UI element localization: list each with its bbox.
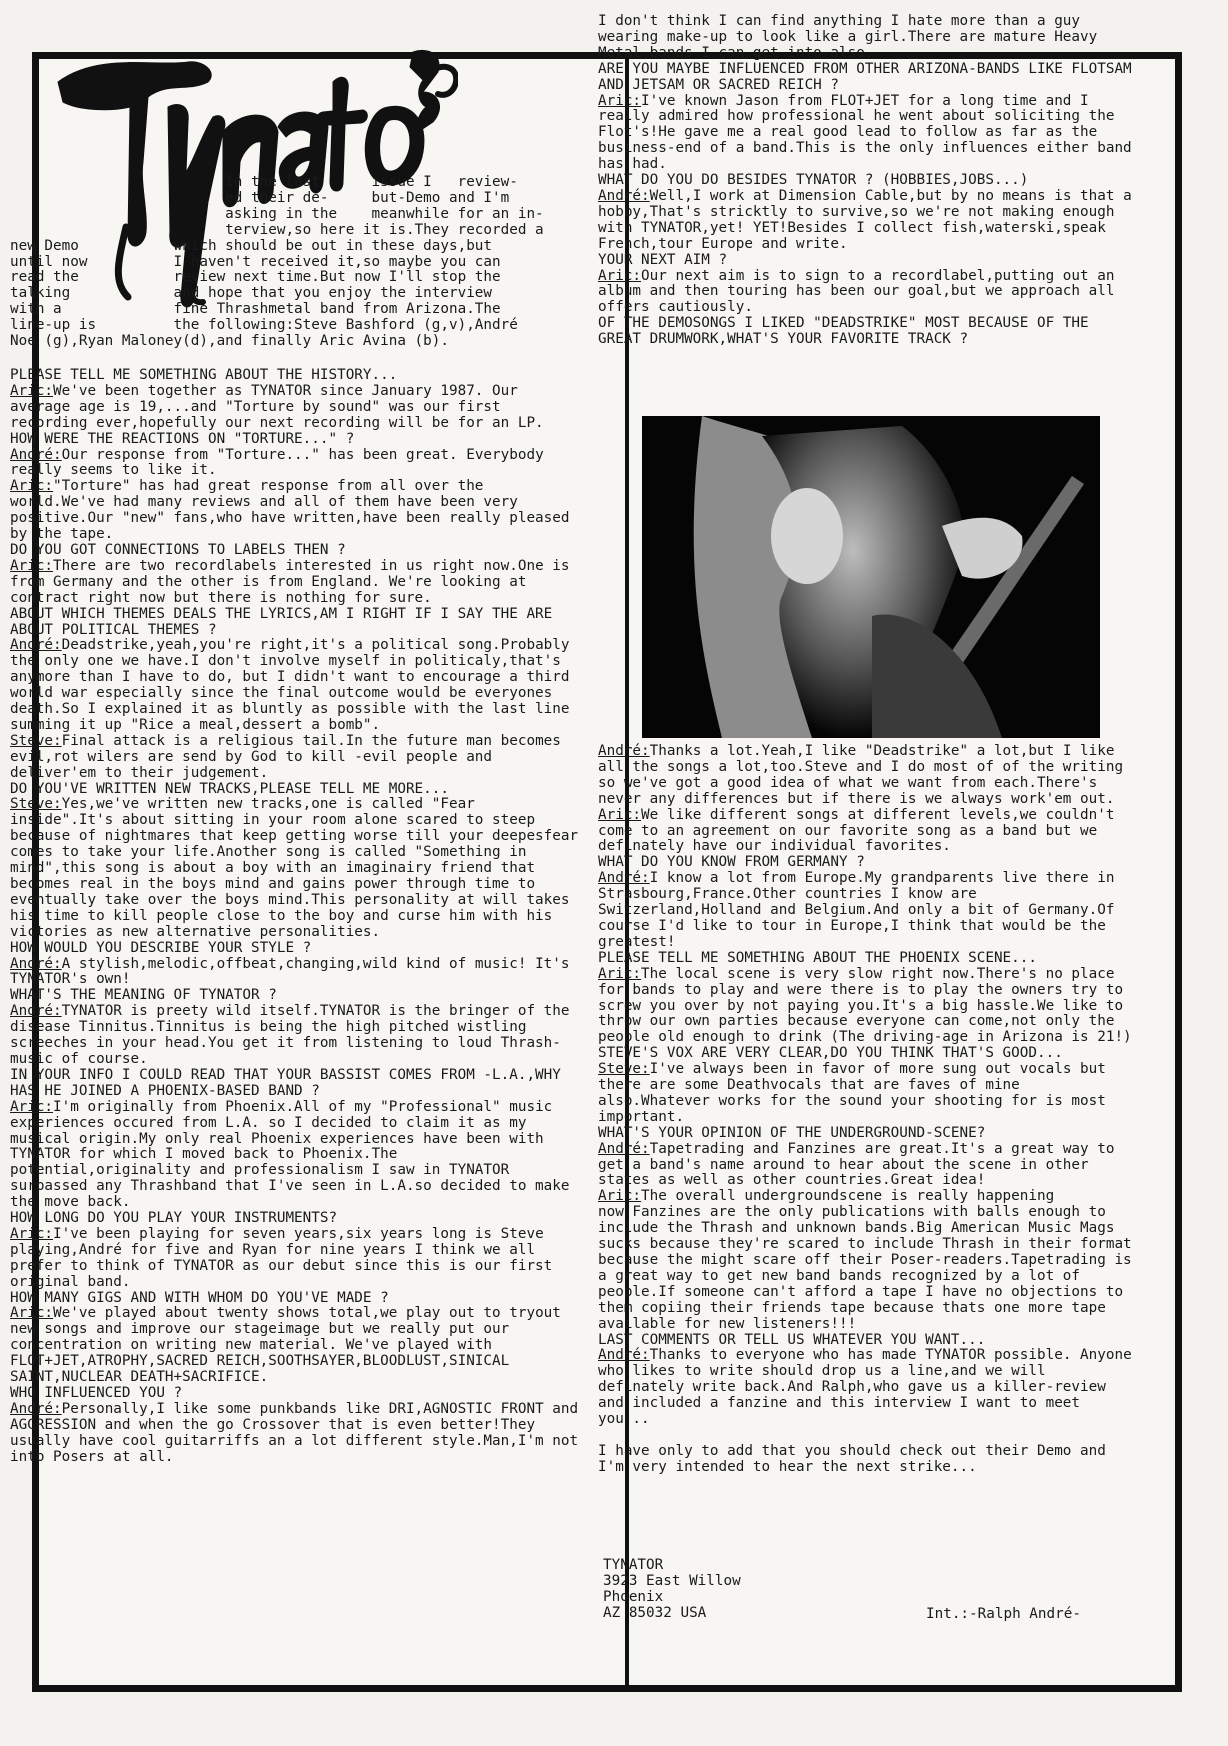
- speaker-name: Aric:: [10, 1098, 54, 1115]
- speaker-name: Aric:: [10, 382, 54, 399]
- interview-question: PLEASE TELL ME SOMETHING ABOUT THE PHOENIX SCENE...: [598, 949, 1037, 966]
- interview-answer: [598, 269, 1138, 317]
- answer-text: I've known Jason from FLOT+JET for a long time and I really admired how professional he went about soliciting the Flot's!He gave me a real good lead to follow as far as the business-end of a band.This is the only influences either band has had.: [598, 92, 1132, 173]
- interview-answer: [598, 1348, 1138, 1428]
- intro-line: line-up is the following:Steve Bashford (g,v),André: [10, 317, 518, 334]
- address-line: AZ 85032 USA: [603, 1604, 707, 1621]
- interview-answer: [10, 1227, 582, 1291]
- answer-text: "Torture" has had great response from all over the world.We've had many reviews and all of them have been very positive.Our "new" fans,who have written,have been really pleased by the tape.: [10, 478, 570, 543]
- interview-question: IN YOUR INFO I COULD READ THAT YOUR BASSIST COMES FROM -L.A.,WHY HAS HE JOINED A PHOENIX-BASED BAND ?: [10, 1066, 561, 1099]
- interview-question: STEVE'S VOX ARE VERY CLEAR,DO YOU THINK THAT'S GOOD...: [598, 1045, 1063, 1062]
- interview-question: WHO INFLUENCED YOU ?: [10, 1385, 183, 1401]
- speaker-name: Aric:: [10, 1225, 54, 1242]
- intro-line: until now I haven't received it,so maybe you can: [10, 253, 501, 270]
- answer-text: We've been together as TYNATOR since January 1987. Our average age is 19,...and "Torture by sound" was our first recording ever,hopefully our next recording will be for an LP.: [10, 382, 544, 431]
- interview-answer: [598, 967, 1138, 1047]
- speaker-name: Steve:: [598, 1061, 650, 1078]
- answer-text: We've played about twenty shows total,we play out to tryout new songs and improve our stageimage but we really put our concentration on writing new material. We've played with FLOT+JET,ATROPHY,SACRED REICH,SOOTHSAYER,BLOODLUST,SINICAL SAINT,NUCLEAR DEATH+SACRIFICE.: [10, 1305, 561, 1386]
- interview-question: PLEASE TELL ME SOMETHING ABOUT THE HISTORY...: [10, 367, 398, 383]
- speaker-name: Aric:: [10, 478, 54, 495]
- speaker-name: Aric:: [598, 806, 642, 823]
- interview-answer: [598, 14, 1138, 62]
- address-line: 3923 East Willow: [603, 1572, 741, 1589]
- interview-answer: [10, 734, 582, 782]
- interview-question: HOW WERE THE REACTIONS ON "TORTURE..." ?: [10, 430, 355, 447]
- answer-text: There are two recordlabels interested in us right now.One is from Germany and the other is from England. We're looking at contract right now but there is nothing for sure.: [10, 557, 570, 606]
- speaker-name: Steve:: [10, 732, 62, 749]
- answer-text: Well,I work at Dimension Cable,but by no means is that a hobby,That's stricktly to survive,so we're not making enough with TYNATOR,yet! YET!Besides I collect fish,waterski,speak French,tour Europe and write.: [598, 187, 1132, 252]
- interview-answer: [10, 957, 582, 989]
- interview-question: LAST COMMENTS OR TELL US WHATEVER YOU WANT...: [598, 1331, 986, 1348]
- interview-question: ABOUT WHICH THEMES DEALS THE LYRICS,AM I RIGHT IF I SAY THE ARE ABOUT POLITICAL THEMES ?: [10, 605, 553, 638]
- closing-remark: I have only to add that you should check out their Demo and I'm very intended to hear the next strike...: [598, 1442, 1106, 1475]
- speaker-name: Steve:: [10, 796, 62, 813]
- interview-question: WHAT'S THE MEANING OF TYNATOR ?: [10, 987, 277, 1004]
- speaker-name: André:: [10, 637, 62, 654]
- speaker-name: André:: [10, 446, 62, 463]
- speaker-name: Aric:: [598, 965, 642, 982]
- speaker-name: André:: [10, 1400, 62, 1417]
- interview-question: YOUR NEXT AIM ?: [598, 251, 728, 268]
- interview-answer: [10, 1306, 582, 1386]
- interview-question: DO YOU GOT CONNECTIONS TO LABELS THEN ?: [10, 541, 346, 558]
- left-column-interview: [10, 368, 582, 1466]
- interview-question: WHAT DO YOU DO BESIDES TYNATOR ? (HOBBIES,JOBS...): [598, 172, 1029, 189]
- interview-question: HOW MANY GIGS AND WITH WHOM DO YOU'VE MADE ?: [10, 1289, 389, 1306]
- speaker-name: Aric:: [598, 1188, 642, 1205]
- answer-text: Our response from "Torture..." has been great. Everybody really seems to like it.: [10, 446, 544, 479]
- intro-line: Noe (g),Ryan Maloney(d),and finally Aric Avina (b).: [10, 333, 449, 350]
- interview-question: WHAT DO YOU KNOW FROM GERMANY ?: [598, 854, 865, 871]
- answer-text: The local scene is very slow right now.There's no place for bands to play and were there is to play the owners try to screw you over by not paying you.It's a big hassle.We like to throw our own parties because everyone can come,not only the people old enough to drink (The driving-age in Arizona is 21!): [598, 965, 1132, 1046]
- interview-answer: [10, 797, 582, 940]
- intro-line: talking and hope that you enjoy the interview: [10, 285, 493, 302]
- interview-answer: [10, 384, 582, 432]
- speaker-name: Aric:: [598, 267, 642, 284]
- right-column-interview-top: [598, 14, 1138, 348]
- interview-answer: [598, 871, 1138, 951]
- interviewer-credit: Int.:-Ralph André-: [926, 1606, 1081, 1622]
- interview-answer: [10, 1402, 582, 1466]
- answer-text: I'm originally from Phoenix.All of my "Professional" music experiences occured from L.A. so I decided to claim it as my musical origin.My only real Phoenix experiences have been with TYNATOR for which I moved back to Phoenix.The potential,originality and professionalism I saw in TYNATOR surpassed any Thrashband that I've seen in L.A.so decided to make the move back.: [10, 1098, 570, 1211]
- answer-text: I know a lot from Europe.My grandparents live there in Strasbourg,France.Other countries I know are Switzerland,Holland and Belgium.And only a bit of Germany.Of course I'd like to tour in Europe,I think that would be the greatest!: [598, 870, 1115, 950]
- interview-answer: [598, 1142, 1138, 1190]
- interview-answer: [10, 1100, 582, 1211]
- speaker-name: André:: [598, 743, 650, 759]
- intro-line: new Demo which should be out in these days,but: [10, 237, 493, 254]
- answer-text: Yes,we've written new tracks,one is called "Fear inside".It's about sitting in your room alone scared to steep because of nightmares that keep getting worse till your deepesfear comes to take your life.Another song is called "Something in mind",this song is about a boy with an imaginairy friend that becomes real in the boys mind and gains power through time to eventually take over the boys mind.This personality at will takes his time to kill people close to the boy and curse him with his victories as new alternative personalities.: [10, 796, 579, 940]
- speaker-name: André:: [598, 870, 650, 887]
- answer-text: I've always been in favor of more sung out vocals but there are some Deathvocals that are faves of mine also.Whatever works for the sound your shooting for is most important.: [598, 1061, 1106, 1125]
- interview-answer: [10, 559, 582, 607]
- speaker-name: Aric:: [10, 1305, 54, 1322]
- answer-text: The overall undergroundscene is really happening now.Fanzines are the only publications with balls enough to include the Thrash and unknown bands.Big American Music Mags sucks because they're scared to include Thrash in their format because the might scare off their Poser-readers.Tapetrading is a great way to get new band bands recognized by a lot of people.If someone can't afford a tape I have no objections to them copiing their friends tape because thats one more tape available for new listeners!!!: [598, 1188, 1132, 1332]
- answer-text: Deadstrike,yeah,you're right,it's a political song.Probably the only one we have.I don't involve myself in politicaly,that's anymore than I have to do, but I didn't want to encourage a third world war especially since the final outcome would be everyones death.So I explained it as bluntly as possible with the last line summing it up "Rice a meal,dessert a bomb".: [10, 637, 570, 733]
- interview-answer: [598, 808, 1138, 856]
- interview-question: HOW LONG DO YOU PLAY YOUR INSTRUMENTS?: [10, 1210, 338, 1227]
- interview-question: ARE YOU MAYBE INFLUENCED FROM OTHER ARIZONA-BANDS LIKE FLOTSAM AND JETSAM OR SACRED REICH ?: [598, 60, 1132, 93]
- interview-question: HOW WOULD YOU DESCRIBE YOUR STYLE ?: [10, 939, 312, 956]
- speaker-name: Aric:: [10, 557, 54, 574]
- speaker-name: André:: [598, 187, 650, 204]
- answer-text: TYNATOR is preety wild itself.TYNATOR is the bringer of the disease Tinnitus.Tinnitus is being the high pitched wistling screeches in your head.You get it from listening to loud Thrash-music of course.: [10, 1003, 570, 1067]
- answer-text: We like different songs at different levels,we couldn't come to an agreement on our favorite song as a band but we definately have our individual favorites.: [598, 806, 1115, 855]
- answer-text: Personally,I like some punkbands like DRI,AGNOSTIC FRONT and AGGRESSION and when the go Crossover that is even better!They usually have cool guitarriffs an a lot different style.Man,I'm not into Posers at all.: [10, 1400, 579, 1465]
- answer-text: A stylish,melodic,offbeat,changing,wild kind of music! It's TYNATOR's own!: [10, 955, 570, 988]
- answer-text: Final attack is a religious tail.In the future man becomes evil,rot wilers are send by God to kill -evil people and deliver'em to their judgement.: [10, 732, 561, 781]
- speaker-name: André:: [598, 1347, 650, 1364]
- answer-text: I've been playing for seven years,six years long is Steve playing,André for five and Ryan for nine years I think we all prefer to think of TYNATOR as our debut since this is our first original band.: [10, 1225, 553, 1290]
- interview-answer: [598, 744, 1138, 808]
- answer-text: Thanks a lot.Yeah,I like "Deadstrike" a lot,but I like all the songs a lot,too.Steve and I do most of of the writing so we've got a good idea of what we want from each.There's never any differences but if there is we always work'em out.: [598, 743, 1124, 807]
- intro-paragraph: [10, 175, 582, 350]
- interview-answer: [10, 1004, 582, 1068]
- interview-answer: [598, 94, 1138, 174]
- interview-answer: [598, 189, 1138, 253]
- intro-line: In the last issue I review-: [10, 174, 518, 190]
- interview-question: OF THE DEMOSONGS I LIKED "DEADSTRIKE" MOST BECAUSE OF THE GREAT DRUMWORK,WHAT'S YOUR FAVORITE TRACK ?: [598, 315, 1089, 348]
- answer-text: Tapetrading and Fanzines are great.It's a great way to get a band's name around to hear about the scene in other states as well as other countries.Great idea!: [598, 1140, 1115, 1189]
- intro-line: with a fine Thrashmetal band from Arizona.The: [10, 301, 501, 318]
- interview-answer: [10, 448, 582, 480]
- intro-line: asking in the meanwhile for an in-: [10, 205, 544, 222]
- address-line: TYNATOR: [603, 1557, 664, 1573]
- intro-line: read the review next time.But now I'll stop the: [10, 269, 501, 286]
- speaker-name: Aric:: [598, 92, 642, 109]
- speaker-name: André:: [598, 1140, 650, 1157]
- band-photo: [642, 416, 1100, 738]
- interview-answer: [598, 1189, 1138, 1332]
- speaker-name: André:: [10, 955, 62, 972]
- answer-text: Thanks to everyone who has made TYNATOR possible. Anyone who likes to write should drop us a line,and we will definately write back.And Ralph,who gave us a killer-review and included a fanzine and this interview I want to meet you...: [598, 1347, 1132, 1428]
- interview-answer: [598, 1062, 1138, 1126]
- answer-text: I don't think I can find anything I hate more than a guy wearing make-up to look like a girl.There are mature Heavy Metal bands I can get into also.: [598, 13, 1098, 61]
- interview-question: DO YOU'VE WRITTEN NEW TRACKS,PLEASE TELL ME MORE...: [10, 780, 449, 797]
- right-column-interview-bottom: [598, 744, 1138, 1476]
- speaker-name: André:: [10, 1003, 62, 1020]
- intro-line: terview,so here it is.They recorded a: [10, 221, 544, 238]
- answer-text: Our next aim is to sign to a recordlabel,putting out an album and then touring has been our goal,but we approach all offers cautiously.: [598, 267, 1115, 316]
- interview-question: WHAT'S YOUR OPINION OF THE UNDERGROUND-SCENE?: [598, 1124, 986, 1141]
- interview-answer: [10, 638, 582, 733]
- intro-line: ed their de- but-Demo and I'm: [10, 189, 510, 206]
- interview-answer: [10, 479, 582, 543]
- address-line: Phoenix: [603, 1588, 664, 1605]
